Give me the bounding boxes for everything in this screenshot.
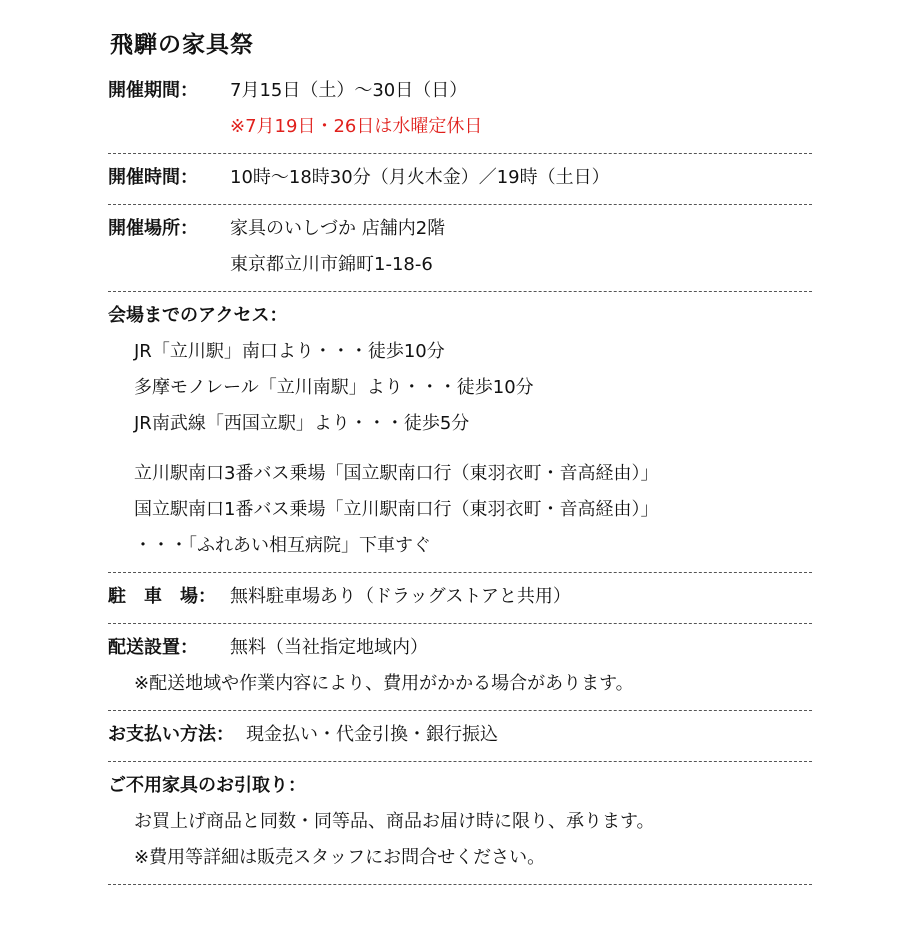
venue-row — [108, 211, 812, 247]
hours-label: 開催時間： — [108, 167, 198, 188]
access-section — [108, 292, 812, 573]
access-bus-2: 国立駅南口1番バス乗場「立川駅南口行（東羽衣町・音高経由）」 — [134, 499, 659, 520]
venue-name: 家具のいしづか 店舗内2階 — [230, 218, 446, 239]
delivery-section — [108, 624, 812, 711]
parking-section — [108, 573, 812, 624]
venue-label: 開催場所： — [108, 218, 198, 239]
payment-section — [108, 711, 812, 762]
hours-value: 10時～18時30分（月火木金）／19時（土日） — [230, 167, 610, 188]
pickup-heading: ご不用家具のお引取り： — [108, 775, 306, 796]
period-value: 7月15日（土）～30日（日） — [230, 80, 468, 101]
payment-label: お支払い方法： — [108, 724, 234, 745]
access-spacer — [108, 442, 812, 456]
delivery-note: ※配送地域や作業内容により、費用がかかる場合があります。 — [134, 673, 634, 694]
event-document — [108, 26, 812, 885]
payment-value: 現金払い・代金引換・銀行振込 — [246, 724, 498, 745]
parking-value: 無料駐車場あり（ドラッグストアと共用） — [230, 586, 571, 607]
hours-row — [108, 160, 812, 196]
access-train-3: JR南武線「西国立駅」より・・・徒歩5分 — [134, 413, 470, 434]
access-bus-1: 立川駅南口3番バス乗場「国立駅南口行（東羽衣町・音高経由）」 — [134, 463, 659, 484]
venue-section — [108, 205, 812, 292]
period-row — [108, 73, 812, 109]
delivery-value: 無料（当社指定地域内） — [230, 637, 428, 658]
delivery-row — [108, 630, 812, 666]
access-train-2: 多摩モノレール「立川南駅」より・・・徒歩10分 — [134, 377, 534, 398]
pickup-line-2: ※費用等詳細は販売スタッフにお問合せください。 — [134, 847, 546, 868]
access-heading: 会場までのアクセス： — [108, 305, 288, 326]
hours-section — [108, 154, 812, 205]
delivery-label: 配送設置： — [108, 637, 198, 658]
venue-address: 東京都立川市錦町1-18-6 — [230, 254, 433, 275]
access-train-1: JR「立川駅」南口より・・・徒歩10分 — [134, 341, 445, 362]
page-title: 飛騨の家具祭 — [110, 32, 254, 58]
parking-row — [108, 579, 812, 615]
pickup-section — [108, 762, 812, 885]
parking-label: 駐 車 場： — [108, 586, 216, 607]
access-bus-3: ・・・「ふれあい相互病院」下車すぐ — [134, 535, 431, 556]
period-section — [108, 67, 812, 154]
period-note: ※7月19日・26日は水曜定休日 — [230, 116, 483, 137]
payment-row — [108, 717, 812, 753]
period-label: 開催期間： — [108, 80, 198, 101]
pickup-line-1: お買上げ商品と同数・同等品、商品お届け時に限り、承ります。 — [134, 811, 655, 832]
